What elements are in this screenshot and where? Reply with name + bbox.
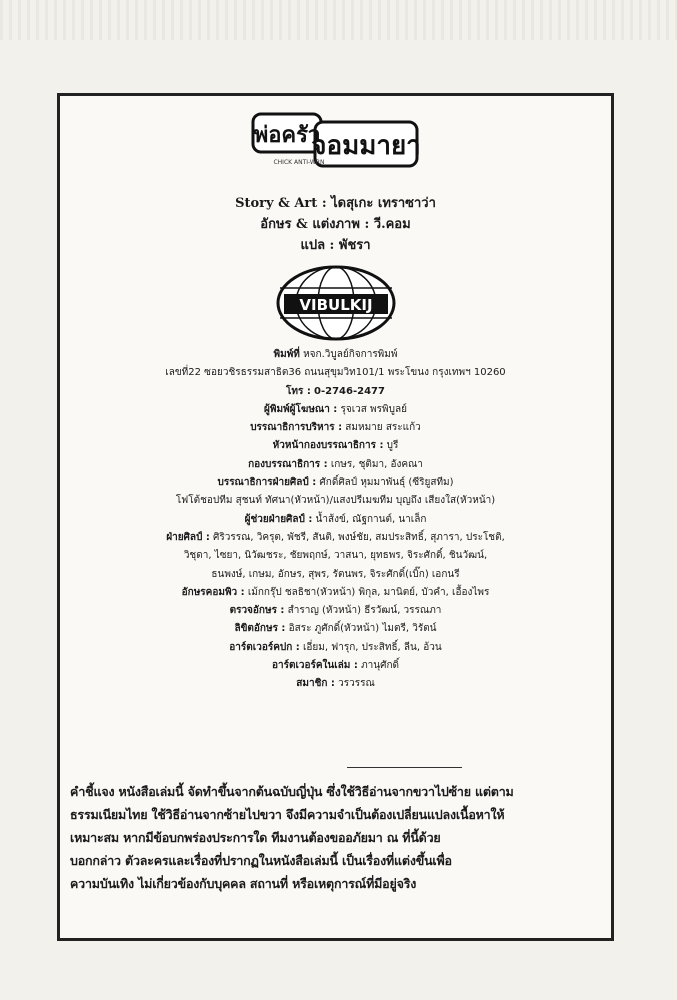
computer-lettering-line [66, 584, 605, 602]
proofreading-line [66, 602, 605, 620]
title-logo-graphic [251, 106, 421, 184]
art-dept-label: ฝ่ายศิลป์ : [166, 531, 210, 543]
title-logo [60, 106, 611, 188]
handlettering-label: ลิขิตอักษร : [234, 623, 286, 635]
translation-credit: แปล : พัชรา [300, 238, 371, 253]
editorial-board-label: กองบรรณาธิการ : [248, 458, 328, 470]
editorial-board-line [66, 456, 605, 474]
managing-editor-line [66, 419, 605, 437]
notice-line-3: เหมาะสม หากมีข้อบกพร่องประการใด ทีมงานต้องขออภัยมา ณ ที่นี้ด้วย [70, 830, 441, 845]
art-dept-line-1 [66, 529, 605, 547]
logo-subtitle: CHICK ANTI-WRN [272, 159, 325, 166]
story-art-credit: Story & Art : ไดสุเกะ เทราซาว่า [235, 196, 436, 211]
cover-art-label: อาร์ตเวอร์คปก : [229, 641, 300, 653]
phone-value: 0-2746-2477 [314, 385, 385, 397]
lettering-credit: อักษร & แต่งภาพ : วี.คอม [260, 217, 411, 232]
logo-title-part2: จอมมายา [310, 131, 421, 161]
scan-noise [0, 0, 677, 40]
art-dept-line-2: วิชุดา, ไซยา, นิวัฒชระ, ชัยพฤกษ์, วาสนา, ยุทธพร, จิระศักดิ์, ชินวัฒน์, [183, 550, 488, 562]
photoshop-line: โฟโต้ชอปทีม สุชนท์ ทัศนา(หัวหน้า)/แสงปรีเมฆทีม บุญถึง เสียงใส(หัวหน้า) [175, 495, 496, 507]
managing-editor-value: สมหมาย สระแก้ว [345, 422, 421, 434]
publication-info [66, 346, 605, 694]
notice-line-4: บอกกล่าว ตัวละครและเรื่องที่ปรากฏในหนังสือเล่มนี้ เป็นเรื่องที่แต่งขึ้นเพื่อ [70, 853, 452, 868]
cover-art-line [66, 639, 605, 657]
chief-editor-line [66, 437, 605, 455]
notice-line-2: ธรรมเนียมไทย ใช้วิธีอ่านจากซ้ายไปขวา จึงมีความจำเป็นต้องเปลี่ยนแปลงเนื้อหาให้ [70, 807, 505, 822]
notice-line-1: คำชี้แจง หนังสือเล่มนี้ จัดทำขึ้นจากต้นฉบับญี่ปุ่น ซึ่งใช้วิธีอ่านจากขวาไปซ้าย แต่ตาม [70, 784, 514, 799]
notice [70, 780, 605, 895]
advertiser-line [66, 401, 605, 419]
chief-editor-label: หัวหน้ากองบรรณาธิการ : [272, 440, 384, 452]
phone-label: โทร : [286, 385, 311, 397]
art-editor-value: ศักดิ์ศิลป์ หุมมาพันธุ์ (ซีริยูสทีม) [319, 477, 454, 489]
computer-lettering-value: เม้กกรุ๊ป ชลธิชา(หัวหน้า) พิกุล, มานิตย์, บัวคำ, เอื้องไพร [247, 586, 490, 598]
divider [347, 767, 462, 768]
logo-title-part1: พ่อครัว [253, 123, 320, 148]
inner-art-value: ภานุศักดิ์ [361, 660, 400, 672]
member-value: วรวรรณ [338, 678, 375, 690]
computer-lettering-label: อักษรคอมพิว : [181, 586, 245, 598]
proofreading-label: ตรวจอักษร : [229, 605, 285, 617]
printer-label: พิมพ์ที่ [273, 349, 300, 360]
handlettering-line [66, 620, 605, 638]
art-dept-line-3: ธนพงษ์, เกษม, อักษร, สุพร, รัตนพร, จิระศักดิ์(เบิ๊ก) เอกนรี [211, 568, 460, 580]
inner-art-line [66, 657, 605, 675]
art-assistant-value: น้ำส้งข์, ณัฐกานต์, นาเล็ก [315, 513, 427, 525]
proofreading-value: สำราญ (หัวหน้า) ธีรวัฒน์, วรรณภา [287, 605, 442, 617]
inner-art-label: อาร์ตเวอร์คในเล่ม : [271, 660, 358, 672]
phone-line [66, 383, 605, 401]
colophon-frame [57, 93, 614, 941]
art-dept-value-1: ศิริวรรณ, วิครุต, พัชรี, สันติ, พงษ์ชัย, สมประสิทธิ์, สุภารา, ประโชติ, [213, 531, 505, 543]
editorial-board-value: เกษร, ชุติมา, อังคณา [330, 458, 423, 470]
advertiser-value: รุจเวส พรพิบูลย์ [340, 403, 407, 415]
member-label: สมาชิก : [296, 678, 335, 690]
address-line: เลขที่22 ซอยวชิรธรรมสาธิต36 ถนนสุขุมวิท101/1 พระโขนง กรุงเทพฯ 10260 [165, 367, 506, 379]
credits [60, 193, 611, 256]
publisher-logo [60, 264, 611, 346]
globe-logo-graphic [266, 264, 406, 342]
member-line [66, 675, 605, 693]
advertiser-label: ผู้พิมพ์ผู้โฆษณา : [264, 403, 338, 415]
chief-editor-value: บูรี [386, 440, 399, 452]
art-editor-label: บรรณาธิการฝ่ายศิลป์ : [217, 477, 317, 489]
art-assistant-line [66, 511, 605, 529]
printer-line [66, 346, 605, 364]
printer-value: หจก.วิบูลย์กิจการพิมพ์ [303, 349, 398, 360]
cover-art-value: เอี่ยม, ฟารุก, ประสิทธิ์, ลีน, อ้วน [302, 641, 442, 653]
notice-line-5: ความบันเทิง ไม่เกี่ยวข้องกับบุคคล สถานที่ หรือเหตุการณ์ที่มีอยู่จริง [70, 876, 417, 891]
art-editor-line [66, 474, 605, 492]
publisher-logo-text: VIBULKIJ [298, 296, 373, 314]
art-assistant-label: ผู้ช่วยฝ่ายศิลป์ : [244, 513, 313, 525]
handlettering-value: อิสระ ภูศักดิ์(หัวหน้า) ไมตรี, วิรัตน์ [288, 623, 437, 635]
managing-editor-label: บรรณาธิการบริหาร : [250, 422, 343, 434]
